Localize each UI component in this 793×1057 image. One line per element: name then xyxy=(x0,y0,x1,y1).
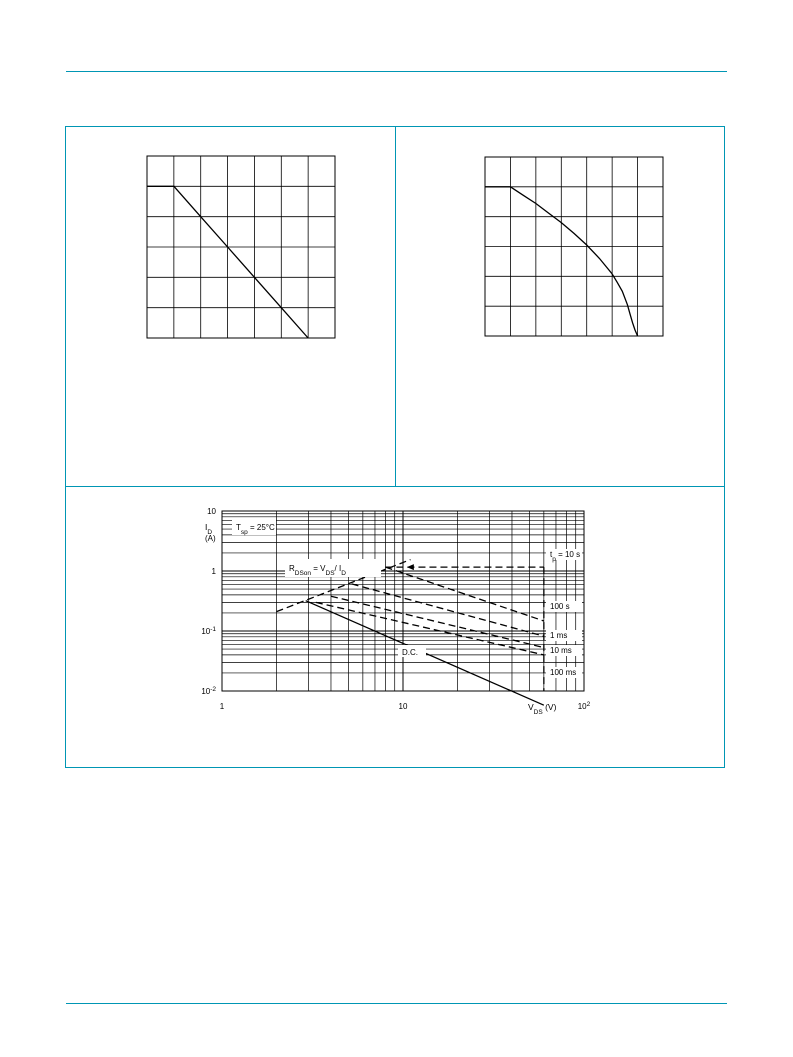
tsp-annotation: $T_{sp} = 25^\circ C$ xyxy=(236,523,275,536)
soa-series-line-2 xyxy=(352,584,544,636)
soa-series-label: 1 ms xyxy=(550,631,568,640)
dc-label: D.C. xyxy=(402,648,418,657)
chart-safe-operating-area xyxy=(201,507,590,716)
x-tick-label: 1 xyxy=(219,702,225,711)
y-tick-label: 10 xyxy=(207,507,216,516)
y-axis-label: $I_D$ xyxy=(205,522,213,536)
soa-series-label: 100 s xyxy=(550,602,570,611)
y-tick-label: $10^{-1}$ xyxy=(201,625,216,636)
rdson-annotation: $R_{DSon} = V_{DS}/$ $I_D$ xyxy=(289,564,346,577)
x-axis-label: $V_{DS}$ (V) xyxy=(528,702,557,716)
x-tick-label: 10 xyxy=(398,702,408,711)
chart-derating-linear xyxy=(147,156,335,338)
y-axis-unit: (A) xyxy=(205,534,216,543)
chart-derating-curved xyxy=(485,157,663,336)
soa-series-line-4 xyxy=(316,602,544,655)
soa-series-label: 100 ms xyxy=(550,668,577,677)
x-tick-label: $10^2$ xyxy=(577,700,591,711)
soa-series-label: $t_p = 10$ s xyxy=(550,550,581,563)
soa-series-label: 10 ms xyxy=(550,646,572,655)
arrow-marker xyxy=(407,564,414,570)
y-tick-label: 1 xyxy=(211,567,216,576)
y-tick-label: $10^{-2}$ xyxy=(201,685,216,696)
